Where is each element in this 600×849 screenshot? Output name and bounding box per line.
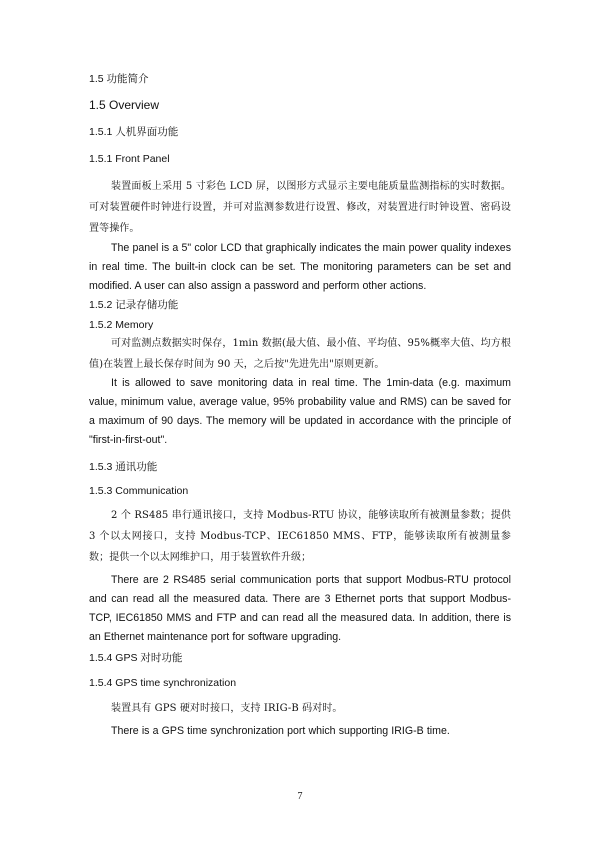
paragraph-front-panel-en: The panel is a 5" color LCD that graphically indicates the main power quality indexes in real time. The built-in clock can be set. The monitoring parameters can be set and modified. A user can also assign a password and perform other actions. [89, 242, 511, 292]
paragraph-communication-zh: 2 个 RS485 串行通讯接口，支持 Modbus-RTU 协议，能够读取所有被测量参数；提供 3 个以太网接口，支持 Modbus-TCP、IEC61850 MMS、FTP，能够读取所有被测量参数；提供一个以太网维护口，用于装置软件升级； [89, 510, 511, 563]
paragraph-memory-zh: 可对监测点数据实时保存，1min 数据(最大值、最小值、平均值、95%概率大值、均方根值)在装置上最长保存时间为 90 天，之后按"先进先出"原则更新。 [89, 338, 511, 370]
paragraph-gps-en: There is a GPS time synchronization port which supporting IRIG-B time. [111, 725, 450, 737]
section-heading-1-5-zh: 1.5 功能简介 [89, 73, 149, 85]
section-heading-1-5-1-zh: 1.5.1 人机界面功能 [89, 126, 179, 138]
section-heading-1-5-3-en: 1.5.3 Communication [89, 485, 189, 497]
paragraph-communication-en: There are 2 RS485 serial communication ports that support Modbus-RTU protocol and can read all the measured data. There are 3 Ethernet ports that support Modbus-TCP, IEC61850 MMS and FTP and can read all the measured data. In addition, there is an Ethernet maintenance port for software upgrading. [89, 574, 511, 643]
section-heading-1-5-4-en: 1.5.4 GPS time synchronization [89, 677, 237, 689]
section-heading-1-5-2-en: 1.5.2 Memory [89, 319, 154, 331]
section-heading-1-5-en: 1.5 Overview [89, 98, 160, 112]
paragraph-memory-en: It is allowed to save monitoring data in real time. The 1min-data (e.g. maximum value, minimum value, average value, 95% probability value and RMS) can be saved for a maximum of 90 days. The memory will be updated in accordance with the principle of "first-in-first-out". [89, 377, 511, 446]
section-heading-1-5-1-en: 1.5.1 Front Panel [89, 153, 170, 165]
paragraph-front-panel-zh: 装置面板上采用 5 寸彩色 LCD 屏，以图形方式显示主要电能质量监测指标的实时数据。可对装置硬件时钟进行设置，并可对监测参数进行设置、修改，对装置进行时钟设置、密码设置等操作。 [89, 181, 511, 234]
section-heading-1-5-4-zh: 1.5.4 GPS 对时功能 [89, 652, 183, 664]
section-heading-1-5-3-zh: 1.5.3 通讯功能 [89, 461, 158, 473]
page-number: 7 [297, 791, 303, 802]
paragraph-gps-zh: 装置具有 GPS 硬对时接口，支持 IRIG-B 码对时。 [111, 703, 343, 714]
section-heading-1-5-2-zh: 1.5.2 记录存储功能 [89, 299, 179, 311]
